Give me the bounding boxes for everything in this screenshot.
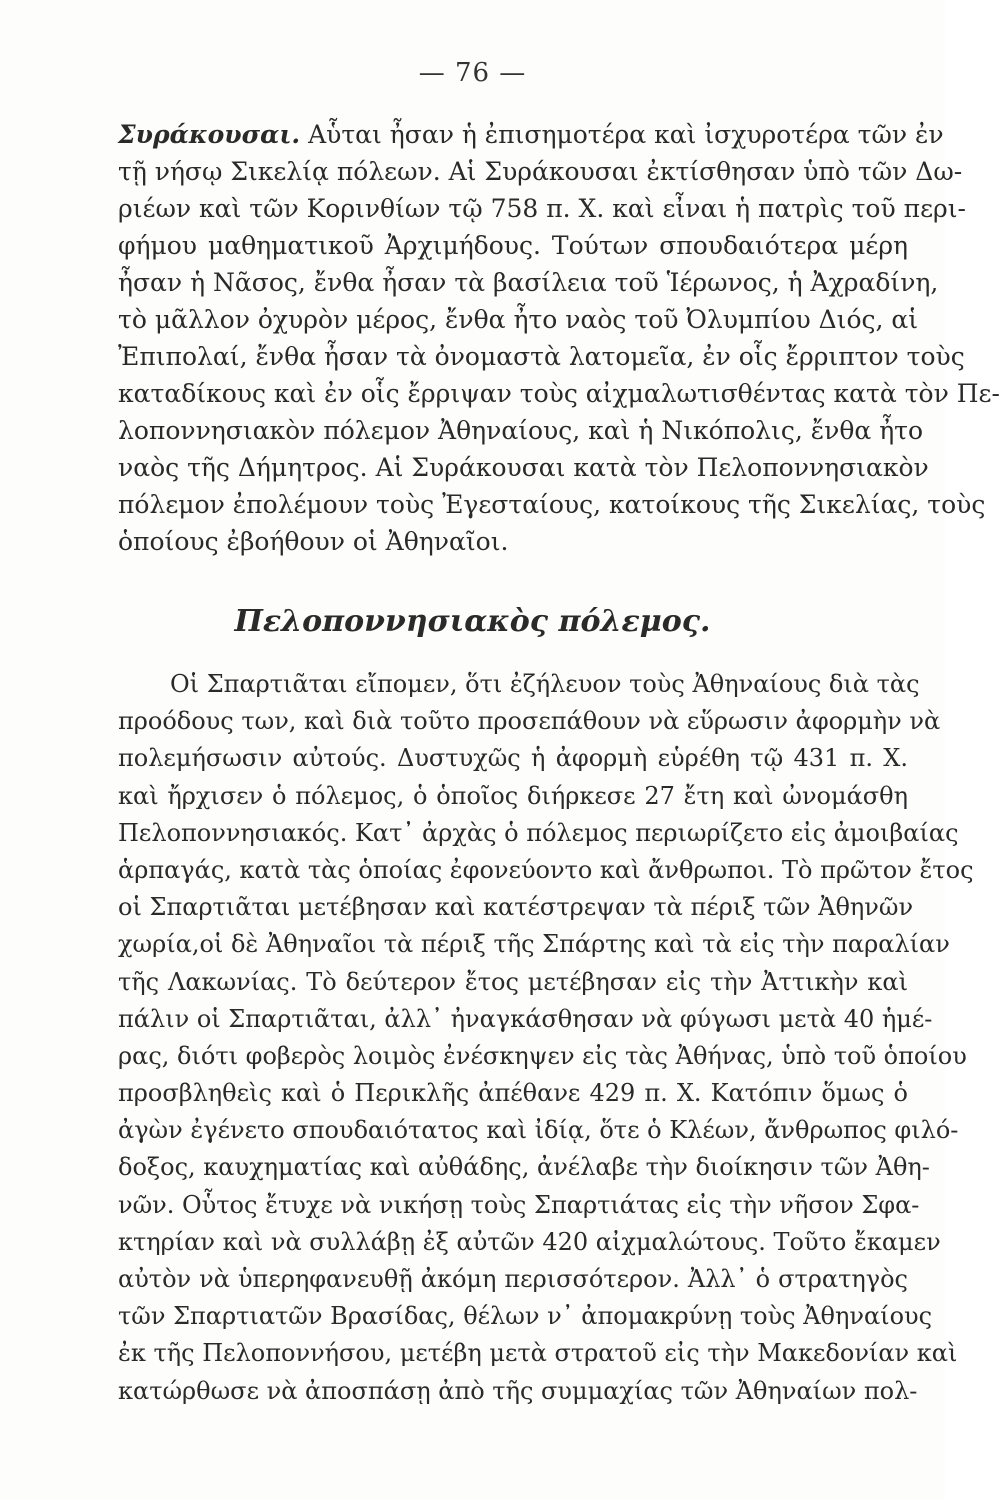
paragraph-line: πόλεμον ἐπολέμουν τοὺς Ἐγεσταίους, κατοίκους τῆς Σικελίας, τοὺς bbox=[118, 490, 986, 519]
paragraph-line: καταδίκους καὶ ἐν οἷς ἔρριψαν τοὺς αἰχμαλωτισθέντας κατὰ τὸν Πε- bbox=[118, 379, 1000, 408]
paragraph-line: φήμου μαθηματικοῦ Ἀρχιμήδους. Τούτων σπουδαιότερα μέρη bbox=[118, 231, 908, 260]
paragraph-line: χωρία,οἱ δὲ Ἀθηναῖοι τὰ πέριξ τῆς Σπάρτης καὶ τὰ εἰς τὴν παραλίαν bbox=[118, 930, 950, 959]
paragraph-line: ἐκ τῆς Πελοποννήσου, μετέβη μετὰ στρατοῦ εἰς τὴν Μακεδονίαν καὶ bbox=[118, 1339, 958, 1368]
paragraph-line: ἦσαν ἡ Νᾶσος, ἔνθα ἦσαν τὰ βασίλεια τοῦ Ἱέρωνος, ἡ Ἀχραδίνη, bbox=[118, 268, 939, 297]
paragraph-line bbox=[118, 666, 920, 703]
paragraph-line: ἀγὼν ἐγένετο σπουδαιότατος καὶ ἰδίᾳ, ὅτε ὁ Κλέων, ἄνθρωπος φιλό- bbox=[118, 1116, 959, 1145]
paragraph-line: ὁποίους ἐβοήθουν οἱ Ἀθηναῖοι. bbox=[118, 527, 509, 556]
paragraph-line: αὐτὸν νὰ ὑπερηφανευθῇ ἀκόμη περισσότερον. Ἀλλ᾽ ὁ στρατηγὸς bbox=[118, 1265, 908, 1293]
page-number: — 76 — bbox=[418, 58, 527, 88]
paragraph-line: τῇ νήσῳ Σικελίᾳ πόλεων. Αἱ Συράκουσαι ἐκτίσθησαν ὑπὸ τῶν Δω- bbox=[118, 157, 963, 186]
paragraph-line: ναὸς τῆς Δήμητρος. Αἱ Συράκουσαι κατὰ τὸν Πελοποννησιακὸν bbox=[118, 453, 929, 482]
paragraph-line: πάλιν οἱ Σπαρτιᾶται, ἀλλ᾽ ἠναγκάσθησαν νὰ φύγωσι μετὰ 40 ἡμέ- bbox=[118, 1004, 933, 1033]
syracuse-paragraph bbox=[118, 116, 1000, 560]
paragraph-line: τῆς Λακωνίας. Τὸ δεύτερον ἔτος μετέβησαν εἰς τὴν Ἀττικὴν καὶ bbox=[118, 967, 908, 996]
paragraph-line: τὸ μᾶλλον ὀχυρὸν μέρος, ἔνθα ἦτο ναὸς τοῦ Ὀλυμπίου Διός, αἱ bbox=[118, 305, 919, 334]
paragraph-line: ρας, διότι φοβερὸς λοιμὸς ἐνέσκηψεν εἰς τὰς Ἀθήνας, ὑπὸ τοῦ ὁποίου bbox=[118, 1041, 967, 1070]
paragraph-line: προόδους των, καὶ διὰ τοῦτο προσεπάθουν νὰ εὕρωσιν ἀφορμὴν νὰ bbox=[118, 707, 941, 736]
paragraph-line bbox=[118, 116, 944, 153]
paragraph-line: κατώρθωσε νὰ ἀποσπάσῃ ἀπὸ τῆς συμμαχίας τῶν Ἀθηναίων πολ- bbox=[118, 1376, 918, 1405]
paragraph-line: πολεμήσωσιν αὐτούς. Δυστυχῶς ἡ ἀφορμὴ εὑρέθη τῷ 431 π. Χ. bbox=[118, 744, 908, 773]
paragraph-line-text: Οἱ Σπαρτιᾶται εἴπομεν, ὅτι ἐζήλευον τοὺς Ἀθηναίους διὰ τὰς bbox=[170, 670, 920, 698]
paragraph-line: ριέων καὶ τῶν Κορινθίων τῷ 758 π. Χ. καὶ εἶναι ἡ πατρὶς τοῦ περι- bbox=[118, 194, 966, 223]
paragraph-line: προσβληθεὶς καὶ ὁ Περικλῆς ἀπέθανε 429 π. Χ. Κατόπιν ὅμως ὁ bbox=[118, 1079, 908, 1108]
paragraph-line: ἁρπαγάς, κατὰ τὰς ὁποίας ἐφονεύοντο καὶ ἄνθρωποι. Τὸ πρῶτον ἔτος bbox=[118, 855, 974, 884]
paragraph-line: δοξος, καυχηματίας καὶ αὐθάδης, ἀνέλαβε τὴν διοίκησιν τῶν Ἀθη- bbox=[118, 1153, 930, 1182]
paragraph-line-text: Αὗται ἦσαν ἡ ἐπισημοτέρα καὶ ἰσχυροτέρα τῶν ἐν bbox=[300, 120, 944, 149]
section-heading: Πελοποννησιακὸς πόλεμος. bbox=[234, 604, 711, 639]
paragraph-line: καὶ ἤρχισεν ὁ πόλεμος, ὁ ὁποῖος διήρκεσε 27 ἔτη καὶ ὠνομάσθη bbox=[118, 781, 908, 810]
paragraph-line: κτηρίαν καὶ νὰ συλλάβῃ ἐξ αὐτῶν 420 αἰχμαλώτους. Τοῦτο ἔκαμεν bbox=[118, 1227, 941, 1256]
paragraph-line: τῶν Σπαρτιατῶν Βρασίδας, θέλων ν᾽ ἀπομακρύνῃ τοὺς Ἀθηναίους bbox=[118, 1302, 933, 1331]
paragraph-line: νῶν. Οὗτος ἔτυχε νὰ νικήσῃ τοὺς Σπαρτιάτας εἰς τὴν νῆσον Σφα- bbox=[118, 1190, 920, 1219]
paragraph-line: Πελοποννησιακός. Κατ᾽ ἀρχὰς ὁ πόλεμος περιωρίζετο εἰς ἀμοιβαίας bbox=[118, 818, 959, 847]
paragraph-line: οἱ Σπαρτιᾶται μετέβησαν καὶ κατέστρεψαν τὰ πέριξ τῶν Ἀθηνῶν bbox=[118, 893, 914, 922]
paragraph-line: λοποννησιακὸν πόλεμον Ἀθηναίους, καὶ ἡ Νικόπολις, ἔνθα ἦτο bbox=[118, 416, 924, 445]
paragraph-line: Ἐπιπολαί, ἔνθα ἦσαν τὰ ὀνομαστὰ λατομεῖα, ἐν οἷς ἔρριπτον τοὺς bbox=[118, 342, 965, 371]
war-paragraph bbox=[118, 666, 974, 1410]
paragraph-lead-word: Συράκουσαι. bbox=[118, 120, 301, 149]
